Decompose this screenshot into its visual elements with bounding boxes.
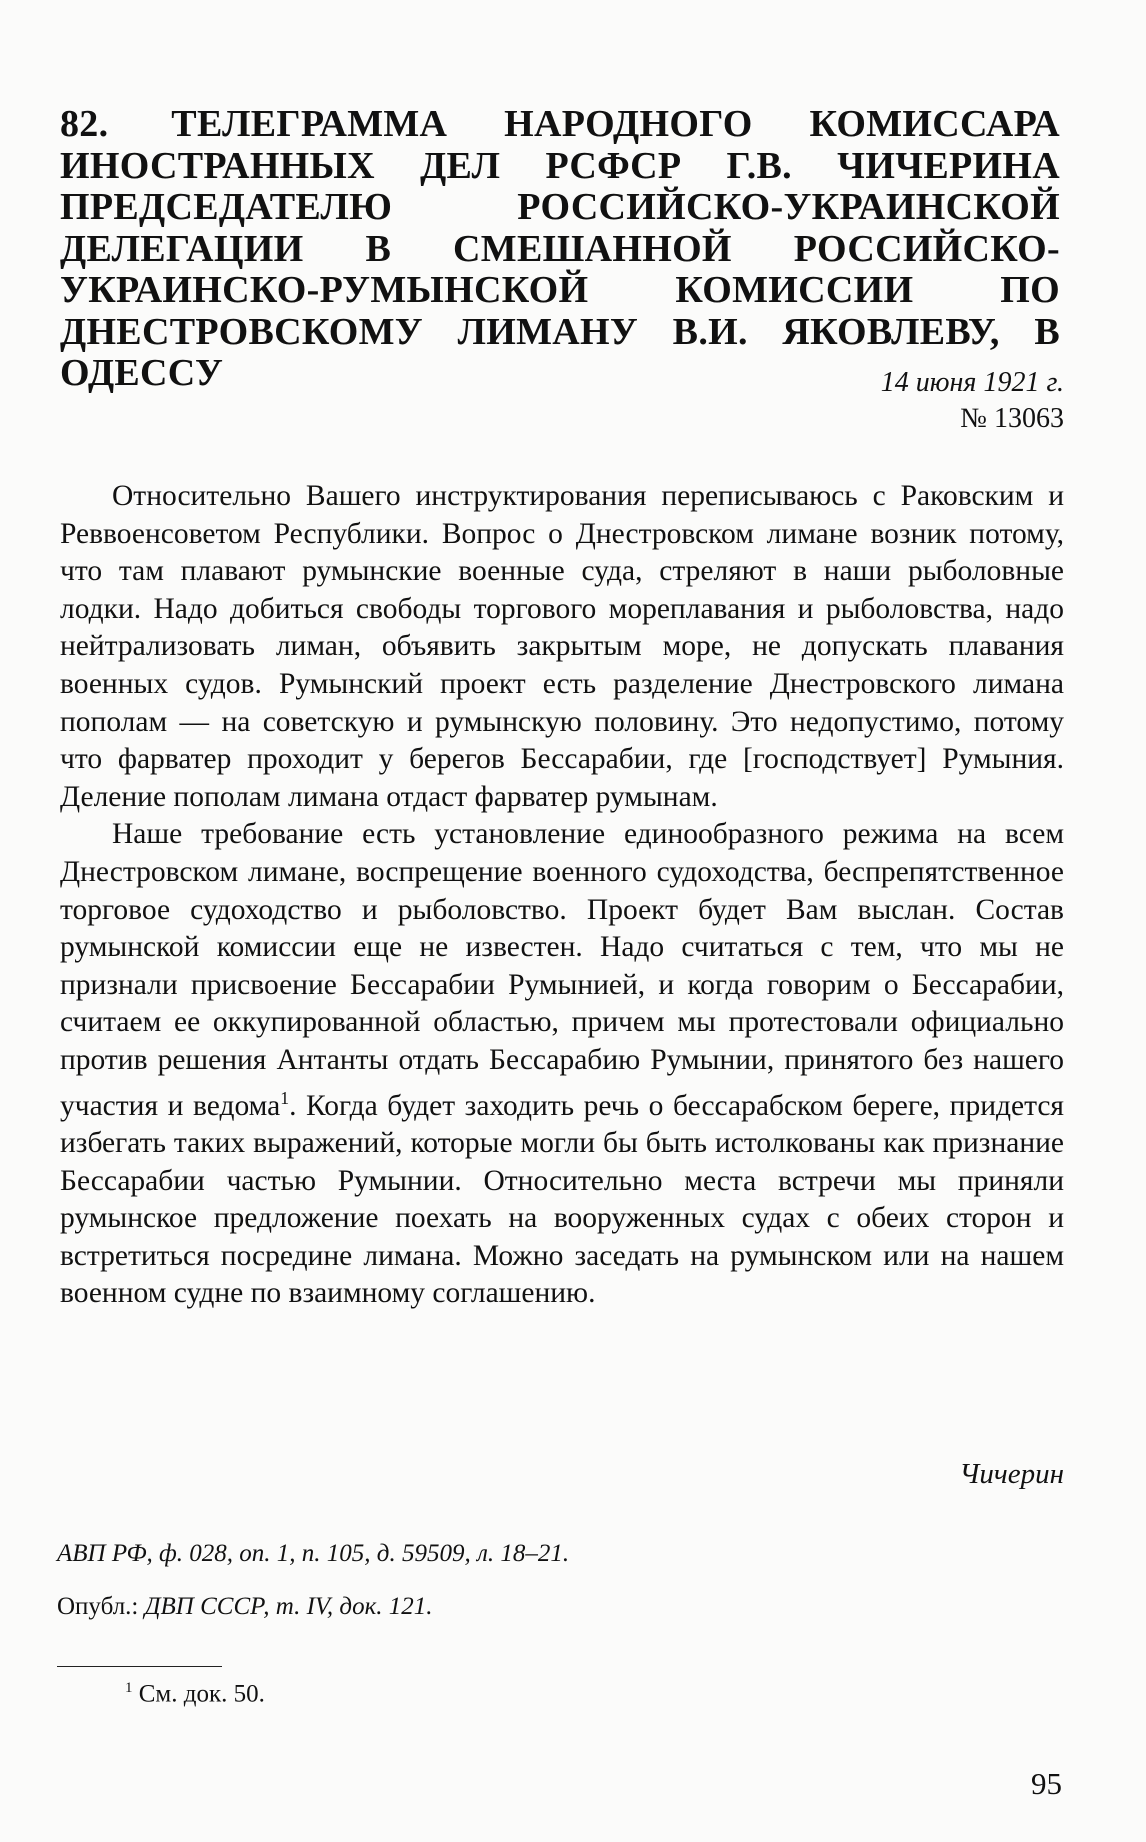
- page-number: 95: [1031, 1766, 1062, 1801]
- footnote: [125, 1680, 265, 1708]
- document-number: 82.: [60, 103, 109, 145]
- body-paragraph-2: Наше требование есть установление единообразного режима на всем Днестровском лимане, воспрещение военного судоходства, беспрепятственное торговое судоходство и рыболовство. Проект будет Вам выслан. Состав румынской комиссии еще не известен. Надо считаться с тем, что мы не признали присвоение Бессарабии Румынией, и когда говорим о Бессарабии, считаем ее оккупированной областью, причем мы протестовали официально против решения Антанты отдать Бессарабию Румынии, принятого без нашего участия и ведома$^1$. Когда будет заходить речь о бессарабском береге, придется избегать таких выражений, которые могли бы быть истолкованы как признание Бессарабии частью Румынии. Относительно места встречи мы приняли румынское предложение поехать на вооруженных судах с обеих сторон и встретиться посредине лимана. Можно заседать на румынском или на нашем военном судне по взаимному соглашению.: [60, 818, 1064, 1310]
- dateline: [881, 365, 1064, 437]
- footnote-divider: [57, 1666, 222, 1667]
- publication-citation: Опубл.: ДВП СССР, т. IV, док. 121.: [57, 1593, 433, 1620]
- archive-citation: АВП РФ, ф. 028, оп. 1, п. 105, д. 59509, л. 18–21.: [57, 1540, 570, 1567]
- document-date: 14 июня 1921 г.: [880, 367, 1064, 398]
- document-registry-number: № 13063: [960, 403, 1064, 434]
- document-body: [60, 478, 1064, 1313]
- footnote-text: См. док. 50.: [132, 1680, 265, 1708]
- body-paragraph-1: Относительно Вашего инструктирования переписываюсь с Раковским и Реввоенсоветом Республики. Вопрос о Днестровском лимане возник потому, что там плавают румынские военные суда, стреляют в наши рыболовные лодки. Надо добиться свободы торгового мореплавания и рыболовства, надо нейтрализовать лиман, объявить закрытым море, не допускать плавания военных судов. Румынский проект есть разделение Днестровского лимана пополам — на советскую и румынскую половину. Это недопустимо, потому что фарватер проходит у берегов Бессарабии, где [господствует] Румыния. Деление пополам лимана отдаст фарватер румынам.: [60, 480, 1064, 813]
- document-heading: [60, 104, 1060, 395]
- signature: Чичерин: [959, 1458, 1064, 1490]
- footnote-reference[interactable]: 1: [280, 1087, 290, 1108]
- footnote-marker: 1: [125, 1680, 133, 1696]
- document-title: ТЕЛЕГРАММА НАРОДНОГО КОМИССАРА ИНОСТРАННЫХ ДЕЛ РСФСР Г.В. ЧИЧЕРИНА ПРЕДСЕДАТЕЛЮ РОССИЙСКО-УКРАИНСКОЙ ДЕЛЕГАЦИИ В СМЕШАННОЙ РОССИЙСКО-УКРАИНСКО-РУМЫНСКОЙ КОМИССИИ ПО ДНЕСТРОВСКОМУ ЛИМАНУ В.И. ЯКОВЛЕВУ, В ОДЕССУ: [60, 103, 1060, 394]
